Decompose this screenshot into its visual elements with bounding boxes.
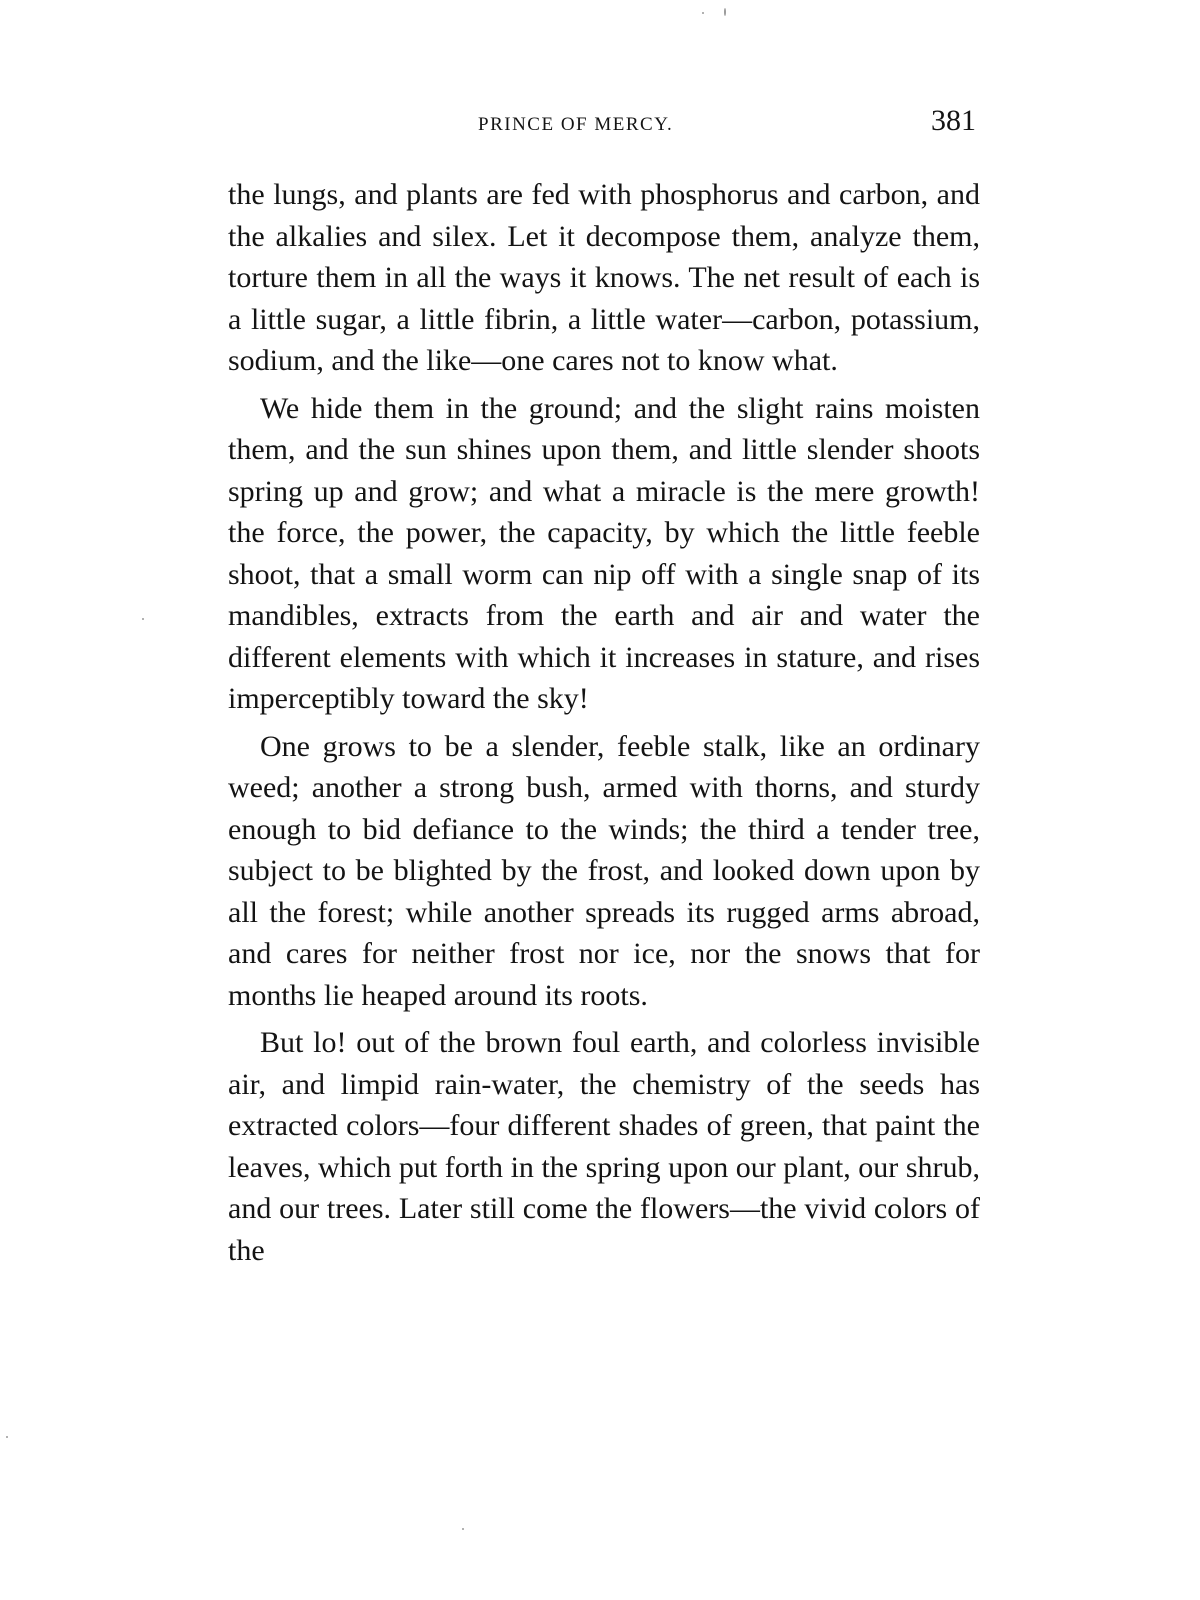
paragraph-3: One grows to be a slender, feeble stalk, like an ordinary weed; another a strong bush, armed with thorns, and sturdy enough to bid defiance to the winds; the third a tender tree, subject to be blighted by the frost, and looked down upon by all the forest; while another spreads its rugged arms abroad, and cares for neither frost nor ice, nor the snows that for months lie heaped around its roots. — [228, 729, 980, 1012]
body-text — [228, 174, 980, 1271]
running-head — [228, 104, 980, 144]
paragraph-2: We hide them in the ground; and the slight rains moisten them, and the sun shines upon them, and little slender shoots spring up and grow; and what a miracle is the mere growth! the force, the power, the capacity, by which the little feeble shoot, that a small worm can nip off with a single snap of its mandibles, extracts from the earth and air and water the different elements with which it increases in stature, and rises imperceptibly toward the sky! — [228, 391, 980, 715]
scan-speck — [6, 1436, 8, 1438]
scan-speck — [724, 8, 726, 16]
scan-speck — [462, 1528, 464, 1530]
page-number: 381 — [931, 104, 976, 137]
paragraph-4: But lo! out of the brown foul earth, and colorless invisible air, and limpid rain-water, the chemistry of the seeds has extracted colors—four different shades of green, that paint the leaves, which put forth in the spring upon our plant, our shrub, and our trees. Later still come the flowers—the vivid colors of the — [228, 1026, 980, 1267]
scan-speck — [702, 12, 704, 14]
scan-speck — [142, 618, 144, 620]
running-title: PRINCE OF MERCY. — [478, 114, 674, 135]
paragraph-1: the lungs, and plants are fed with phosphorus and carbon, and the alkalies and silex. Let it decompose them, analyze them, torture them in all the ways it knows. The net result of each is a little sugar, a little fibrin, a little water—carbon, potassium, sodium, and the like—one cares not to know what. — [228, 178, 980, 377]
